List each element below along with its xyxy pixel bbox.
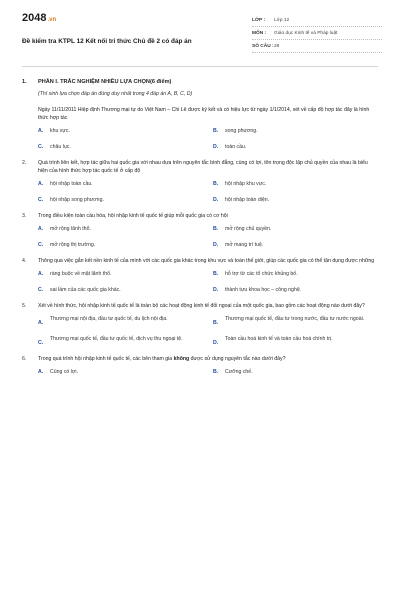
option-b[interactable]	[213, 270, 378, 278]
option-text: hội nhập toàn diện.	[225, 197, 270, 203]
option-c[interactable]	[38, 143, 203, 151]
question-number: 4.	[22, 258, 27, 264]
option-text: châu lục.	[50, 144, 71, 150]
question-text-before: Trong quá trình hội nhập kinh tế quốc tế, các bên tham gia	[38, 356, 174, 362]
option-letter: D.	[213, 242, 219, 248]
question-1-options	[38, 127, 378, 151]
option-text: mở rộng lãnh thổ.	[50, 226, 91, 232]
option-letter: C.	[38, 287, 44, 293]
option-b[interactable]	[213, 368, 378, 376]
document-title: Đề kiểm tra KTPL 12 Kết nối tri thức Chủ đề 2 có đáp án	[22, 38, 192, 45]
option-letter: D.	[213, 340, 219, 346]
option-letter: A.	[38, 369, 44, 375]
question-6	[22, 355, 378, 363]
question-text: Xét về hình thức, hội nhập kinh tế quốc tế là toàn bộ các hoạt động kinh tế đối ngoại của một quốc gia, bao gồm các hoạt động nào dưới đây?	[38, 303, 365, 309]
option-text: sai lầm của các quốc gia khác.	[50, 287, 121, 293]
option-d[interactable]	[213, 286, 378, 294]
option-d[interactable]	[213, 143, 378, 151]
option-a[interactable]	[38, 270, 203, 278]
meta-key: MÔN :	[252, 30, 267, 36]
option-a[interactable]	[38, 368, 203, 376]
option-d[interactable]	[213, 196, 378, 204]
meta-value: Lớp 12	[274, 17, 290, 23]
option-c[interactable]	[38, 335, 203, 347]
question-text	[38, 355, 378, 363]
option-b[interactable]	[213, 127, 378, 135]
meta-value: 28	[274, 43, 280, 49]
question-text-after: được sử dụng nguyên tắc nào dưới đây?	[189, 356, 286, 362]
option-letter: B.	[213, 181, 219, 187]
option-d[interactable]	[213, 241, 378, 249]
option-text: Cưỡng chế.	[225, 369, 253, 375]
option-b[interactable]	[213, 180, 378, 188]
option-c[interactable]	[38, 196, 203, 204]
question-text: Ngày 11/11/2011 Hiệp định Thương mại tự do Việt Nam – Chi Lê được ký kết và có hiệu lực từ ngày 1/1/2014, xét về cấp độ hợp tác đây là hình thức hợp tác	[38, 107, 370, 121]
option-letter: A.	[38, 320, 44, 326]
question-4-options	[38, 270, 378, 294]
question-6-options	[38, 368, 378, 376]
option-b[interactable]	[213, 225, 378, 233]
logo-text: 2048	[22, 12, 47, 24]
header	[22, 12, 382, 60]
meta-key: LỚP :	[252, 17, 266, 23]
option-letter: B.	[213, 369, 219, 375]
option-text: Toàn cầu hoá kinh tế và toàn cầu hoá chính trị.	[225, 336, 333, 342]
option-letter: B.	[213, 271, 219, 277]
option-letter: C.	[38, 197, 44, 203]
option-text: Thương mại quốc tế, đầu tư trong nước, đầu tư nước ngoài.	[225, 316, 365, 322]
question-number: 6.	[22, 356, 27, 362]
section-title: PHẦN I. TRẮC NGHIỆM NHIỀU LỰA CHỌN(6 điểm)	[38, 79, 172, 85]
question-number	[22, 106, 38, 122]
option-text: Thương mại nội địa, đầu tư quốc tế, du lịch nội địa.	[50, 316, 168, 322]
section-number: 1.	[22, 79, 27, 85]
meta-box	[252, 14, 382, 53]
option-text: mở rộng thị trường.	[50, 242, 96, 248]
question-text: Quá trình liên kết, hợp tác giữa hai quốc gia với nhau dựa trên nguyên tắc bình đẳng, cùng có lợi, tôn trọng độc lập chủ quyền của nhau là biểu hiện của hình thức hợp tác quốc tế ở cấp độ	[38, 160, 368, 174]
option-text: Cùng có lợi.	[50, 369, 78, 375]
option-letter: A.	[38, 271, 44, 277]
question-3-options	[38, 225, 378, 249]
question-text: Trong điều kiện toàn cầu hóa, hội nhập kinh tế quốc tế giúp mỗi quốc gia có cơ hội	[38, 213, 228, 219]
option-letter: A.	[38, 128, 44, 134]
question-2	[22, 159, 378, 175]
question-number: 2.	[22, 160, 27, 166]
option-text: Thương mại quốc tế, đầu tư quốc tế, dịch vụ thu ngoại tệ.	[50, 336, 183, 342]
logo-suffix: .vn	[47, 17, 57, 23]
question-number: 3.	[22, 213, 27, 219]
option-letter: C.	[38, 242, 44, 248]
option-letter: D.	[213, 287, 219, 293]
question-2-options	[38, 180, 378, 204]
option-text: hội nhập khu vực.	[225, 181, 267, 187]
option-text: hỗ trợ từ các tổ chức khủng bố.	[225, 271, 298, 277]
section-heading	[22, 78, 378, 86]
option-text: mở mang trí tuệ.	[225, 242, 264, 248]
option-letter: C.	[38, 144, 44, 150]
option-letter: B.	[213, 128, 219, 134]
option-d[interactable]	[213, 335, 378, 347]
option-text: song phương.	[225, 128, 258, 134]
option-b[interactable]	[213, 315, 378, 327]
option-letter: B.	[213, 320, 219, 326]
question-number: 5.	[22, 303, 27, 309]
question-3	[22, 212, 378, 220]
option-a[interactable]	[38, 127, 203, 135]
option-letter: C.	[38, 340, 44, 346]
option-text: ràng buộc về mặt lãnh thổ.	[50, 271, 112, 277]
meta-row-subject	[252, 27, 382, 40]
header-divider	[22, 66, 378, 67]
option-text: thành tựu khoa học – công nghệ.	[225, 287, 302, 293]
question-4	[22, 257, 378, 265]
exam-content	[22, 78, 378, 376]
meta-value: Giáo dục Kinh tế và Pháp luật	[274, 30, 338, 36]
option-text: khu vực.	[50, 128, 70, 134]
site-logo[interactable]	[22, 12, 56, 24]
option-letter: B.	[213, 226, 219, 232]
question-text-emphasis: không	[173, 356, 190, 362]
option-a[interactable]	[38, 180, 203, 188]
option-letter: D.	[213, 144, 219, 150]
instruction-text: (Thí sinh lựa chọn đáp án đúng duy nhất trong 4 đáp án A, B, C, D)	[38, 91, 193, 97]
meta-row-count	[252, 40, 382, 53]
option-letter: D.	[213, 197, 219, 203]
option-text: hội nhập song phương.	[50, 197, 104, 203]
option-letter: A.	[38, 226, 44, 232]
option-c[interactable]	[38, 286, 203, 294]
meta-key: SỐ CÂU :	[252, 43, 274, 49]
option-a[interactable]	[38, 225, 203, 233]
meta-row-class	[252, 14, 382, 27]
option-c[interactable]	[38, 241, 203, 249]
option-a[interactable]	[38, 315, 203, 327]
question-text: Thông qua việc gắn kết nền kinh tế của mình với các quốc gia khác trong khu vực và toàn thế giới, giúp các quốc gia có thể tận dụng được những	[38, 258, 375, 264]
option-text: hội nhập toàn cầu.	[50, 181, 93, 187]
question-5-options	[38, 315, 378, 347]
option-text: toàn cầu.	[225, 144, 247, 150]
question-5	[22, 302, 378, 310]
option-text: mở rộng chủ quyền.	[225, 226, 272, 232]
question-1	[22, 106, 378, 122]
option-letter: A.	[38, 181, 44, 187]
